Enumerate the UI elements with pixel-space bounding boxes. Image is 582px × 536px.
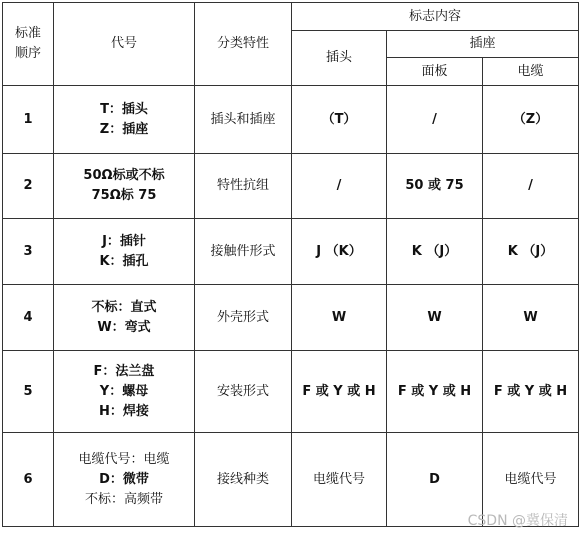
- code-line: 50Ω标或不标: [83, 168, 165, 183]
- row-category: 接线种类: [195, 433, 292, 527]
- row-code: [54, 433, 195, 527]
- header-panel: 面板: [387, 58, 483, 86]
- table-row: [3, 154, 579, 219]
- cell-panel: F 或 Y 或 H: [387, 351, 483, 433]
- row-number: 2: [3, 154, 54, 219]
- row-code: [54, 351, 195, 433]
- header-category: 分类特性: [195, 3, 292, 86]
- cell-cable: K （J）: [483, 219, 579, 285]
- cell-plug: W: [292, 285, 387, 351]
- code-line: 不标：高频带: [84, 491, 163, 507]
- row-category: 插头和插座: [195, 86, 292, 154]
- code-line: Z：插座: [99, 121, 149, 137]
- cell-panel: /: [387, 86, 483, 154]
- table-row: [3, 285, 579, 351]
- row-number: 1: [3, 86, 54, 154]
- code-line: K：插孔: [99, 253, 149, 269]
- header-cable: 电缆: [483, 58, 579, 86]
- row-number: 5: [3, 351, 54, 433]
- row-code: [54, 285, 195, 351]
- watermark: CSDN @冀保清: [467, 513, 568, 529]
- row-category: 接触件形式: [195, 219, 292, 285]
- cell-cable: （Z）: [483, 86, 579, 154]
- code-line: 不标：直式: [91, 299, 157, 315]
- code-line: Y：螺母: [99, 383, 149, 399]
- row-number: 3: [3, 219, 54, 285]
- code-line: D：微带: [99, 471, 149, 487]
- cell-panel: W: [387, 285, 483, 351]
- header-socket: 插座: [387, 31, 579, 58]
- cell-plug: （T）: [292, 86, 387, 154]
- row-category: 外壳形式: [195, 285, 292, 351]
- code-line: F：法兰盘: [93, 363, 155, 379]
- row-code: [54, 154, 195, 219]
- table-row: [3, 219, 579, 285]
- row-number: 6: [3, 433, 54, 527]
- row-category: 安装形式: [195, 351, 292, 433]
- header-code: 代号: [54, 3, 195, 86]
- row-category: 特性抗组: [195, 154, 292, 219]
- table-row: [3, 86, 579, 154]
- code-line: T：插头: [100, 101, 148, 117]
- cell-plug: /: [292, 154, 387, 219]
- cell-cable: W: [483, 285, 579, 351]
- row-code: [54, 219, 195, 285]
- cell-plug: J （K）: [292, 219, 387, 285]
- header-order: [3, 3, 54, 86]
- code-line: 75Ω标 75: [91, 188, 157, 203]
- header-order-line2: 顺序: [14, 46, 41, 61]
- connector-marking-table: [2, 2, 579, 527]
- code-line: 电缆代号：电缆: [78, 451, 170, 467]
- table-row: [3, 351, 579, 433]
- cell-cable: /: [483, 154, 579, 219]
- header-order-line1: 标准: [14, 26, 41, 41]
- header-plug: 插头: [292, 31, 387, 86]
- cell-plug: 电缆代号: [292, 433, 387, 527]
- cell-panel: 50 或 75: [387, 154, 483, 219]
- cell-panel: D: [387, 433, 483, 527]
- header-marking: 标志内容: [292, 3, 579, 31]
- cell-cable: 电缆代号: [483, 433, 579, 527]
- row-code: [54, 86, 195, 154]
- code-line: J：插针: [102, 233, 146, 249]
- row-number: 4: [3, 285, 54, 351]
- cell-plug: F 或 Y 或 H: [292, 351, 387, 433]
- cell-panel: K （J）: [387, 219, 483, 285]
- code-line: H：焊接: [99, 403, 149, 419]
- code-line: W：弯式: [97, 319, 151, 335]
- cell-cable: F 或 Y 或 H: [483, 351, 579, 433]
